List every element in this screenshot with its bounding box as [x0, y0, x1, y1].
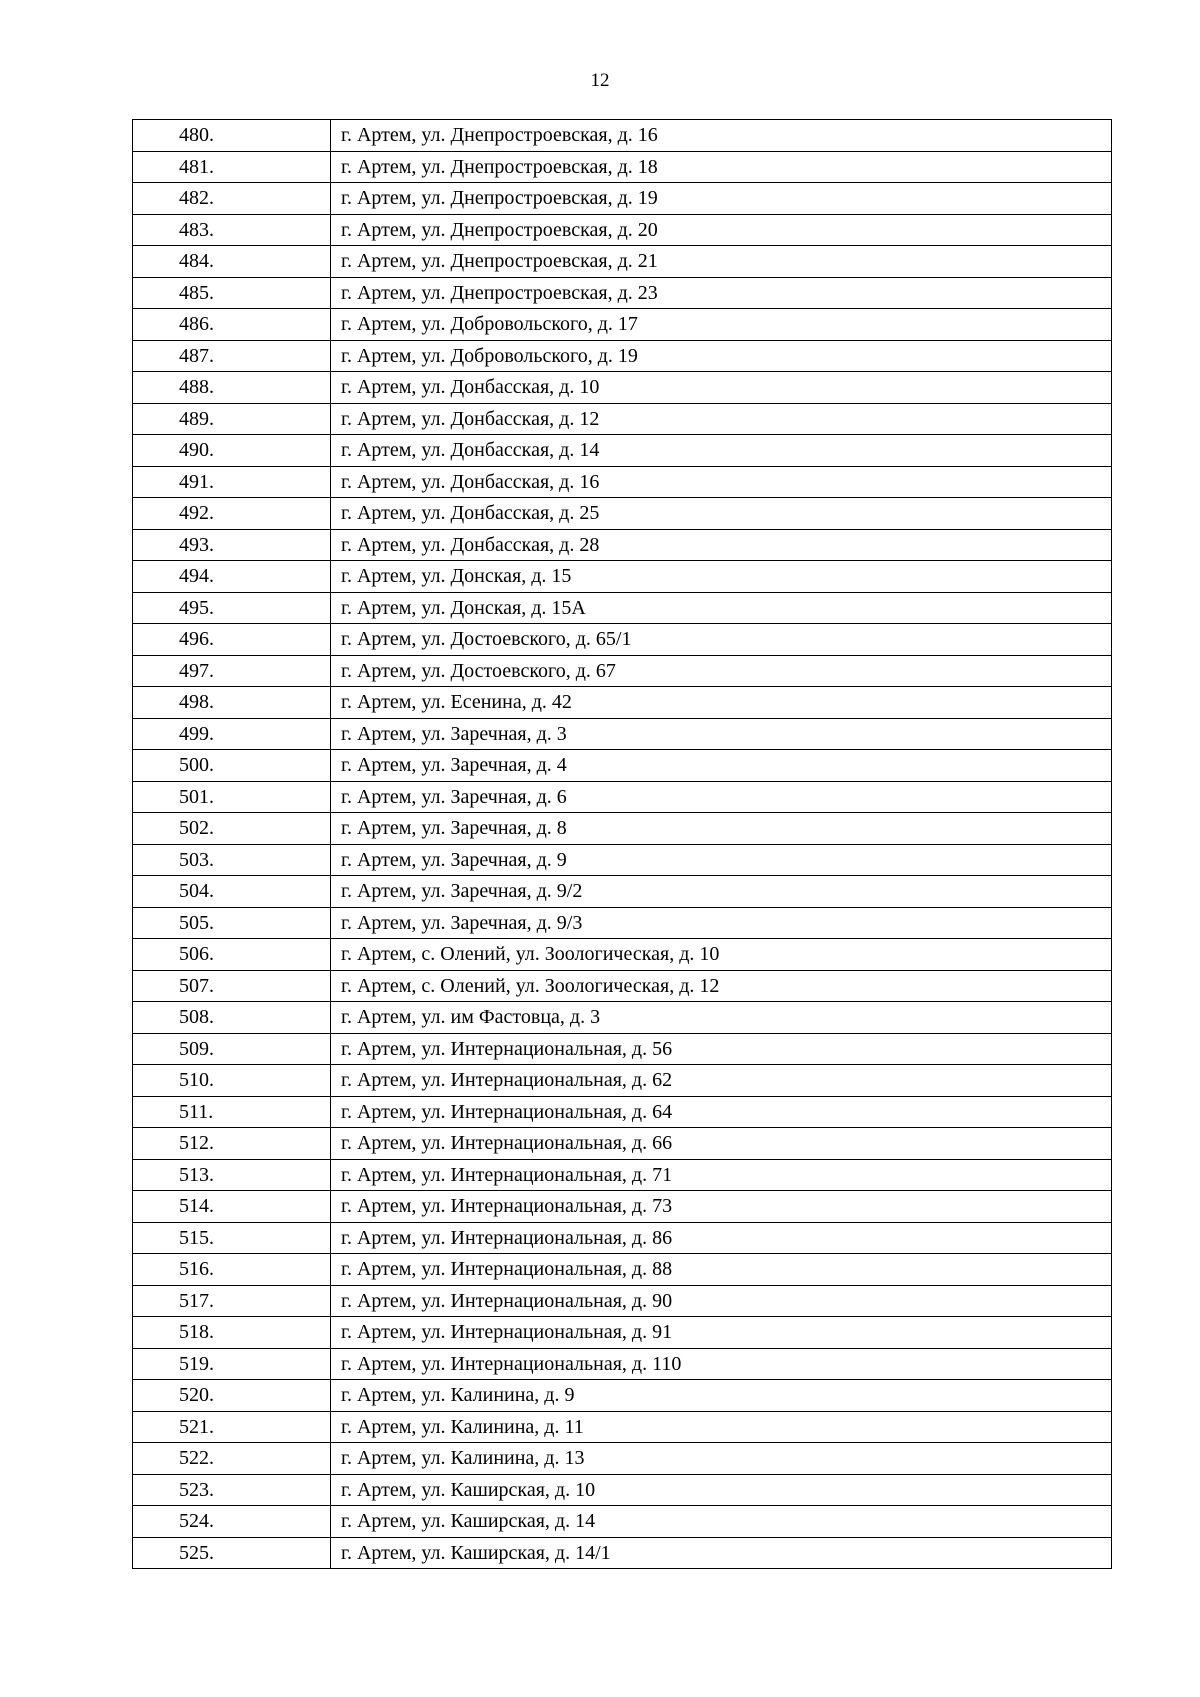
row-number: 523. [133, 1474, 331, 1506]
table-row [133, 183, 1112, 215]
row-number: 481. [133, 151, 331, 183]
row-number: 485. [133, 277, 331, 309]
row-number: 493. [133, 529, 331, 561]
row-number: 480. [133, 120, 331, 152]
table-row [133, 655, 1112, 687]
row-number: 495. [133, 592, 331, 624]
row-number: 511. [133, 1096, 331, 1128]
row-number: 484. [133, 246, 331, 278]
row-number: 505. [133, 907, 331, 939]
table-row [133, 1096, 1112, 1128]
row-address: г. Артем, ул. Каширская, д. 14/1 [331, 1537, 1112, 1569]
table-row [133, 1537, 1112, 1569]
row-address: г. Артем, ул. Интернациональная, д. 86 [331, 1222, 1112, 1254]
table-row [133, 1159, 1112, 1191]
row-number: 510. [133, 1065, 331, 1097]
row-address: г. Артем, ул. Заречная, д. 8 [331, 813, 1112, 845]
row-number: 488. [133, 372, 331, 404]
table-row [133, 498, 1112, 530]
table-row [133, 1222, 1112, 1254]
row-number: 497. [133, 655, 331, 687]
table-row [133, 1443, 1112, 1475]
row-address: г. Артем, ул. Донбасская, д. 25 [331, 498, 1112, 530]
table-row [133, 277, 1112, 309]
row-number: 492. [133, 498, 331, 530]
row-address: г. Артем, ул. Интернациональная, д. 64 [331, 1096, 1112, 1128]
table-row [133, 1254, 1112, 1286]
row-number: 496. [133, 624, 331, 656]
row-address: г. Артем, ул. Днепростроевская, д. 16 [331, 120, 1112, 152]
row-number: 514. [133, 1191, 331, 1223]
table-row [133, 340, 1112, 372]
row-address: г. Артем, ул. Донбасская, д. 10 [331, 372, 1112, 404]
row-number: 483. [133, 214, 331, 246]
row-address: г. Артем, ул. Интернациональная, д. 90 [331, 1285, 1112, 1317]
page-number: 12 [590, 70, 610, 91]
row-address: г. Артем, ул. Калинина, д. 13 [331, 1443, 1112, 1475]
row-address: г. Артем, ул. Есенина, д. 42 [331, 687, 1112, 719]
row-number: 507. [133, 970, 331, 1002]
table-row [133, 435, 1112, 467]
row-address: г. Артем, ул. Донбасская, д. 16 [331, 466, 1112, 498]
row-address: г. Артем, ул. Заречная, д. 9/2 [331, 876, 1112, 908]
row-number: 506. [133, 939, 331, 971]
table-row [133, 750, 1112, 782]
row-address: г. Артем, ул. Интернациональная, д. 56 [331, 1033, 1112, 1065]
table-row [133, 813, 1112, 845]
table-row [133, 246, 1112, 278]
row-number: 499. [133, 718, 331, 750]
row-number: 521. [133, 1411, 331, 1443]
address-table-body [133, 120, 1112, 1569]
table-row [133, 876, 1112, 908]
row-address: г. Артем, ул. Заречная, д. 9/3 [331, 907, 1112, 939]
row-number: 519. [133, 1348, 331, 1380]
row-address: г. Артем, ул. Интернациональная, д. 73 [331, 1191, 1112, 1223]
table-row [133, 1474, 1112, 1506]
row-number: 490. [133, 435, 331, 467]
table-row [133, 120, 1112, 152]
row-address: г. Артем, ул. Интернациональная, д. 110 [331, 1348, 1112, 1380]
row-address: г. Артем, ул. Днепростроевская, д. 21 [331, 246, 1112, 278]
table-row [133, 1506, 1112, 1538]
table-row [133, 1002, 1112, 1034]
row-number: 487. [133, 340, 331, 372]
row-number: 504. [133, 876, 331, 908]
table-row [133, 970, 1112, 1002]
row-address: г. Артем, ул. Каширская, д. 14 [331, 1506, 1112, 1538]
row-address: г. Артем, ул. им Фастовца, д. 3 [331, 1002, 1112, 1034]
table-row [133, 466, 1112, 498]
table-row [133, 1191, 1112, 1223]
row-number: 524. [133, 1506, 331, 1538]
row-address: г. Артем, ул. Добровольского, д. 17 [331, 309, 1112, 341]
row-address: г. Артем, ул. Интернациональная, д. 91 [331, 1317, 1112, 1349]
row-address: г. Артем, ул. Донская, д. 15 [331, 561, 1112, 593]
table-row [133, 1285, 1112, 1317]
table-row [133, 781, 1112, 813]
table-row [133, 372, 1112, 404]
table-row [133, 1411, 1112, 1443]
table-row [133, 1348, 1112, 1380]
table-row [133, 939, 1112, 971]
row-number: 517. [133, 1285, 331, 1317]
row-address: г. Артем, ул. Интернациональная, д. 88 [331, 1254, 1112, 1286]
row-address: г. Артем, ул. Добровольского, д. 19 [331, 340, 1112, 372]
table-row [133, 403, 1112, 435]
row-number: 520. [133, 1380, 331, 1412]
table-row [133, 687, 1112, 719]
row-address: г. Артем, ул. Днепростроевская, д. 19 [331, 183, 1112, 215]
table-row [133, 624, 1112, 656]
row-number: 500. [133, 750, 331, 782]
row-number: 513. [133, 1159, 331, 1191]
row-address: г. Артем, ул. Днепростроевская, д. 20 [331, 214, 1112, 246]
row-address: г. Артем, ул. Заречная, д. 4 [331, 750, 1112, 782]
table-row [133, 561, 1112, 593]
table-row [133, 529, 1112, 561]
row-address: г. Артем, с. Олений, ул. Зоологическая, д. 12 [331, 970, 1112, 1002]
table-row [133, 844, 1112, 876]
row-number: 515. [133, 1222, 331, 1254]
table-row [133, 718, 1112, 750]
row-number: 508. [133, 1002, 331, 1034]
row-number: 486. [133, 309, 331, 341]
row-address: г. Артем, ул. Заречная, д. 3 [331, 718, 1112, 750]
table-row [133, 1128, 1112, 1160]
table-row [133, 309, 1112, 341]
row-address: г. Артем, ул. Интернациональная, д. 62 [331, 1065, 1112, 1097]
row-address: г. Артем, ул. Заречная, д. 6 [331, 781, 1112, 813]
table-row [133, 592, 1112, 624]
table-row [133, 907, 1112, 939]
row-number: 522. [133, 1443, 331, 1475]
row-number: 498. [133, 687, 331, 719]
row-address: г. Артем, с. Олений, ул. Зоологическая, д. 10 [331, 939, 1112, 971]
row-address: г. Артем, ул. Донбасская, д. 12 [331, 403, 1112, 435]
row-address: г. Артем, ул. Калинина, д. 11 [331, 1411, 1112, 1443]
row-number: 482. [133, 183, 331, 215]
table-row [133, 1317, 1112, 1349]
row-address: г. Артем, ул. Достоевского, д. 67 [331, 655, 1112, 687]
row-address: г. Артем, ул. Донская, д. 15А [331, 592, 1112, 624]
row-number: 516. [133, 1254, 331, 1286]
row-number: 502. [133, 813, 331, 845]
table-row [133, 1033, 1112, 1065]
row-address: г. Артем, ул. Заречная, д. 9 [331, 844, 1112, 876]
row-address: г. Артем, ул. Интернациональная, д. 71 [331, 1159, 1112, 1191]
row-number: 509. [133, 1033, 331, 1065]
row-number: 518. [133, 1317, 331, 1349]
table-row [133, 1065, 1112, 1097]
row-number: 525. [133, 1537, 331, 1569]
row-address: г. Артем, ул. Донбасская, д. 14 [331, 435, 1112, 467]
row-address: г. Артем, ул. Каширская, д. 10 [331, 1474, 1112, 1506]
row-number: 501. [133, 781, 331, 813]
row-address: г. Артем, ул. Интернациональная, д. 66 [331, 1128, 1112, 1160]
row-address: г. Артем, ул. Достоевского, д. 65/1 [331, 624, 1112, 656]
table-row [133, 151, 1112, 183]
row-number: 512. [133, 1128, 331, 1160]
row-number: 494. [133, 561, 331, 593]
row-address: г. Артем, ул. Донбасская, д. 28 [331, 529, 1112, 561]
table-row [133, 214, 1112, 246]
row-address: г. Артем, ул. Днепростроевская, д. 23 [331, 277, 1112, 309]
row-number: 491. [133, 466, 331, 498]
table-row [133, 1380, 1112, 1412]
row-number: 503. [133, 844, 331, 876]
row-address: г. Артем, ул. Днепростроевская, д. 18 [331, 151, 1112, 183]
row-address: г. Артем, ул. Калинина, д. 9 [331, 1380, 1112, 1412]
address-table [132, 119, 1112, 1569]
row-number: 489. [133, 403, 331, 435]
